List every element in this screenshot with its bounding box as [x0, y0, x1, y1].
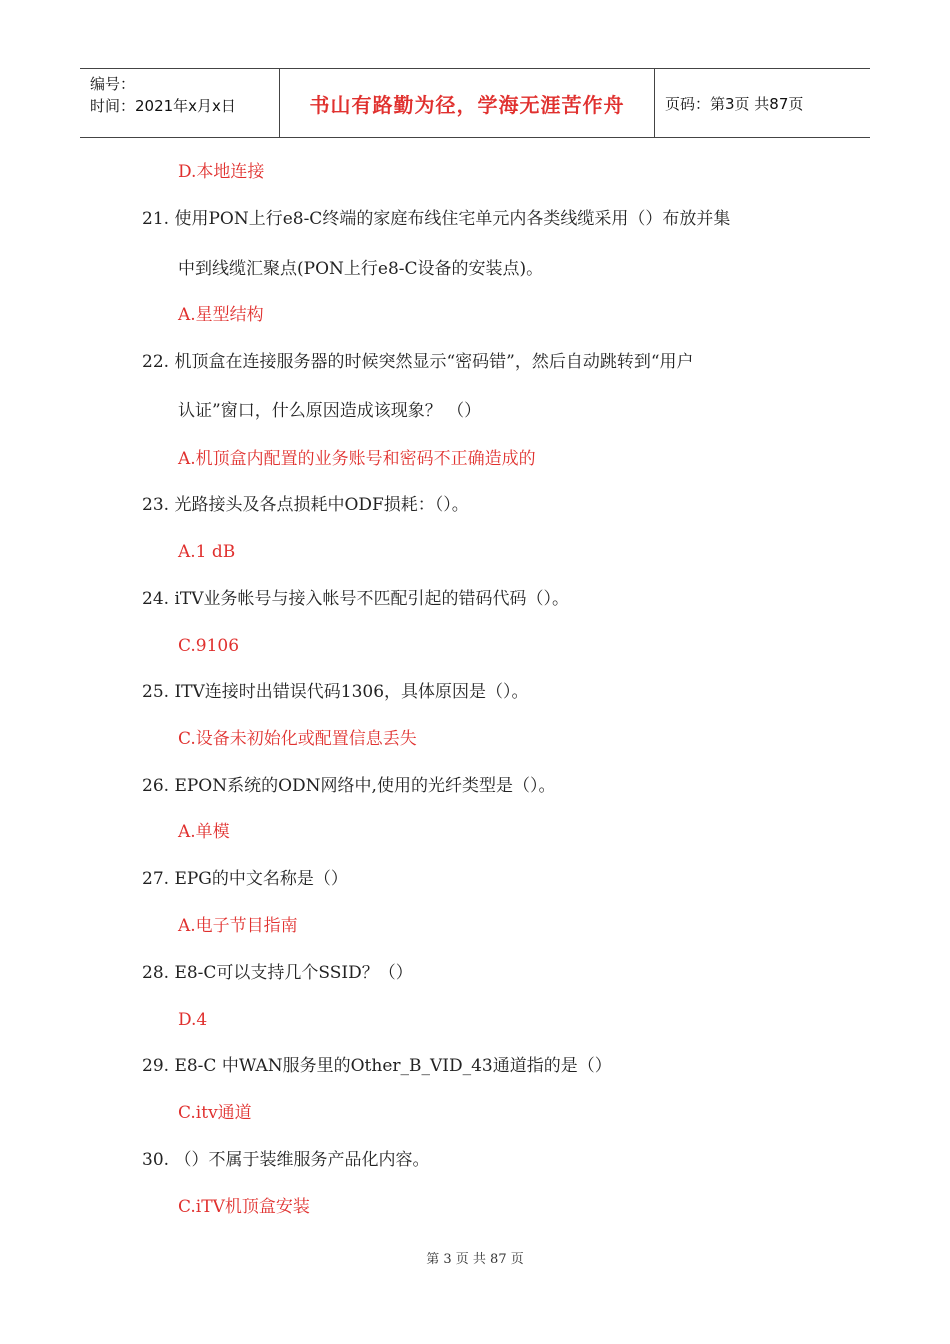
question-line: 28. E8-C可以支持几个SSID？（） [142, 963, 413, 983]
answer-line: D.4 [178, 1010, 208, 1030]
question-line: 30. （）不属于装维服务产品化内容。 [142, 1150, 430, 1170]
answer-line: D.本地连接 [178, 162, 265, 182]
time-label: 时间：2021年x月x日 [90, 97, 236, 115]
question-line: 25. ITV连接时出错误代码1306，具体原因是（）。 [142, 682, 529, 702]
answer-line: C.设备未初始化或配置信息丢失 [178, 729, 417, 749]
answer-line: A.星型结构 [178, 305, 264, 325]
header-meta [80, 69, 280, 137]
answer-line: A.机顶盒内配置的业务账号和密码不正确造成的 [178, 449, 536, 469]
answer-line: A.1 dB [178, 542, 236, 562]
answer-line: A.单模 [178, 822, 230, 842]
question-line: 29. E8-C 中WAN服务里的Other_B_VID_43通道指的是（） [142, 1056, 612, 1076]
document-header [80, 68, 870, 138]
question-line: 21. 使用PON上行e8-C终端的家庭布线住宅单元内各类线缆采用（）布放并集 [142, 209, 731, 229]
answer-line: A.电子节目指南 [178, 916, 298, 936]
header-page-info: 页码：第3页 共87页 [665, 94, 804, 113]
page-footer: 第 3 页 共 87 页 [426, 1252, 524, 1267]
answer-line: C.itv通道 [178, 1103, 252, 1123]
answer-line: C.iTV机顶盒安装 [178, 1197, 310, 1217]
question-line: 27. EPG的中文名称是（） [142, 869, 348, 889]
header-motto: 书山有路勤为径，学海无涯苦作舟 [280, 69, 655, 137]
question-line: 26. EPON系统的ODN网络中,使用的光纤类型是（）。 [142, 776, 556, 796]
question-line: 22. 机顶盒在连接服务器的时候突然显示“密码错”，然后自动跳转到“用户 [142, 352, 694, 372]
question-line: 23. 光路接头及各点损耗中ODF损耗：（）。 [142, 495, 469, 515]
question-line: 24. iTV业务帐号与接入帐号不匹配引起的错码代码（）。 [142, 589, 569, 609]
number-label: 编号： [90, 75, 136, 93]
question-continuation: 认证”窗口，什么原因造成该现象？ （） [178, 401, 482, 421]
answer-line: C.9106 [178, 636, 240, 656]
question-continuation: 中到线缆汇聚点(PON上行e8-C设备的安装点)。 [178, 259, 544, 279]
